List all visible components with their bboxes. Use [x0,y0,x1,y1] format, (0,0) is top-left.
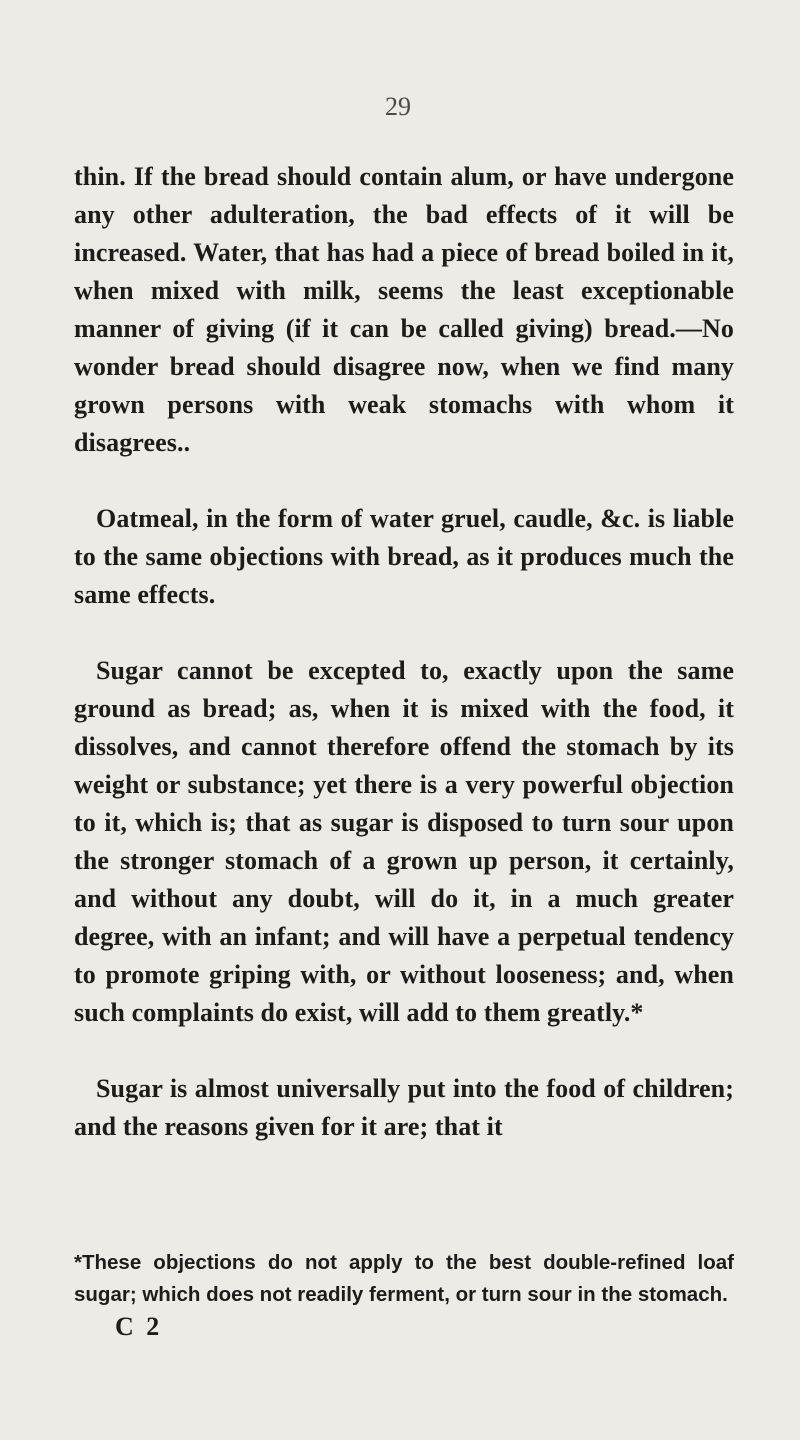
signature-mark: C 2 [115,1312,163,1341]
page-number: 29 [385,92,411,121]
paragraph-oatmeal: Oatmeal, in the form of water gruel, caudle, &c. is liable to the same objections with bread, as it produces much the same effects. [74,504,734,609]
paragraph-sugar-objection: Sugar cannot be excepted to, exactly upon the same ground as bread; as, when it is mixed with the food, it dissolves, and cannot therefore offend the stomach by its weight or substance; yet there is a very powerful objection to it, which is; that as sugar is disposed to turn sour upon the stronger stomach of a grown up person, it certainly, and without any doubt, will do it, in a much greater degree, with an infant; and will have a perpetual tendency to promote griping with, or without looseness; and, when such complaints do exist, will add to them greatly.* [74,656,734,1027]
paragraph-bread-continuation: thin. If the bread should contain alum, or have undergone any other adulteration, the bad effects of it will be increased. Water, that has had a piece of bread boiled in it, when mixed with milk, seems the least exceptionable manner of giving (if it can be called giving) bread.—No wonder bread should disagree now, when we find many grown persons with weak stomachs with whom it disagrees.. [74,162,734,457]
paragraph-sugar-children: Sugar is almost universally put into the food of children; and the reasons given for it are; that it [74,1074,734,1141]
body-text [74,158,734,1184]
footnote: *These objections do not apply to the best double-refined loaf sugar; which does not readily ferment, or turn sour in the stomach. [74,1251,734,1306]
